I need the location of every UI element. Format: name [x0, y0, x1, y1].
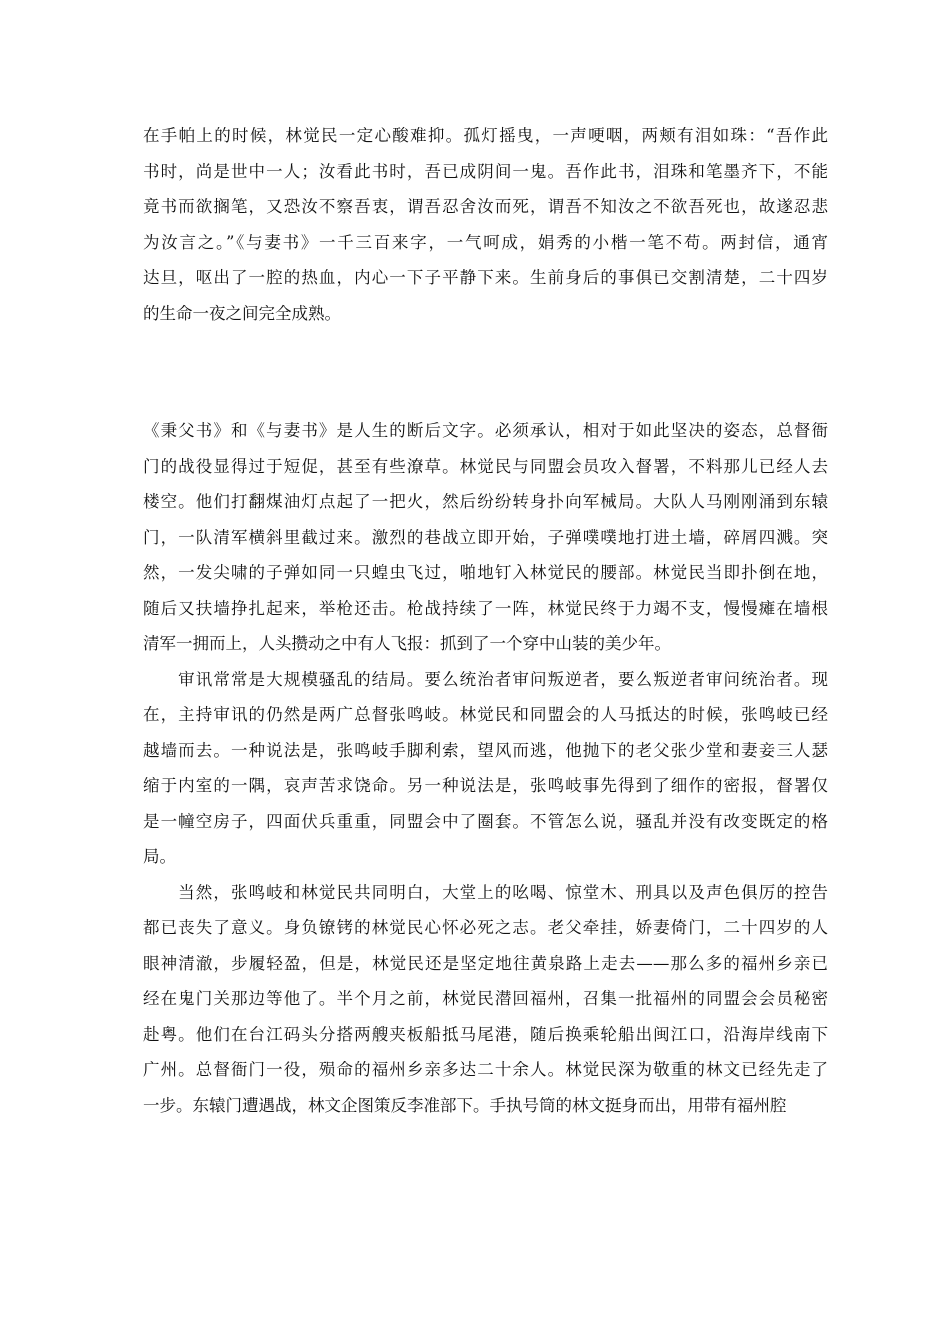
text-line: 都已丧失了意义。身负镣铐的林觉民心怀必死之志。老父牵挂，娇妻倚门，二十四岁的人: [143, 918, 828, 937]
text-line: 眼神清澈，步履轻盈，但是，林觉民还是坚定地往黄泉路上走去——那么多的福州乡亲已: [143, 953, 828, 973]
text-line: 缩于内室的一隅，哀声苦求饶命。另一种说法是，张鸣岐事先得到了细作的密报，督署仅: [143, 776, 828, 795]
text-line: 书时，尚是世中一人；汝看此书时，吾已成阴间一鬼。吾作此书，泪珠和笔墨齐下，不能: [143, 161, 828, 181]
text-line: 当然，张鸣岐和林觉民共同明白，大堂上的吆喝、惊堂木、刑具以及声色俱厉的控告: [143, 882, 828, 902]
text-line: 竟书而欲搁笔，又恐汝不察吾衷，谓吾忍舍汝而死，谓吾不知汝之不欲吾死也，故遂忍悲: [143, 197, 828, 216]
text-line: 楼空。他们打翻煤油灯点起了一把火，然后纷纷转身扑向军械局。大队人马刚刚涌到东辕: [143, 492, 828, 511]
text-line: 然，一发尖啸的子弹如同一只蝗虫飞过，啪地钉入林觉民的腰部。林觉民当即扑倒在地，: [143, 563, 828, 582]
paragraph-block-1: [143, 118, 828, 331]
text-line: 是一幢空房子，四面伏兵重重，同盟会中了圈套。不管怎么说，骚乱并没有改变既定的格: [143, 811, 828, 831]
text-line: 局。: [143, 847, 176, 866]
text-line: 达旦，呕出了一腔的热血，内心一下子平静下来。生前身后的事俱已交割清楚，二十四岁: [143, 268, 828, 287]
text-line: 为汝言之。”《与妻书》一千三百来字，一气呵成，娟秀的小楷一笔不苟。两封信，通宵: [143, 232, 828, 252]
text-line: 在，主持审讯的仍然是两广总督张鸣岐。林觉民和同盟会的人马抵达的时候，张鸣岐已经: [143, 705, 828, 724]
text-line: 经在鬼门关那边等他了。半个月之前，林觉民潜回福州，召集一批福州的同盟会会员秘密: [143, 989, 828, 1008]
text-line: 审讯常常是大规模骚乱的结局。要么统治者审问叛逆者，要么叛逆者审问统治者。现: [143, 669, 828, 689]
text-line: 清军一拥而上，人头攒动之中有人飞报：抓到了一个穿中山装的美少年。: [143, 634, 671, 653]
text-line: 随后又扶墙挣扎起来，举枪还击。枪战持续了一阵，林觉民终于力竭不支，慢慢瘫在墙根: [143, 598, 828, 618]
text-line: 在手帕上的时候，林觉民一定心酸难抑。孤灯摇曳，一声哽咽，两颊有泪如珠：“吾作此: [143, 126, 828, 145]
text-line: 门的战役显得过于短促，甚至有些潦草。林觉民与同盟会员攻入督署，不料那儿已经人去: [143, 456, 828, 476]
text-line: 赴粤。他们在台江码头分搭两艘夹板船抵马尾港，随后换乘轮船出闽江口，沿海岸线南下: [143, 1024, 828, 1044]
text-line: 越墙而去。一种说法是，张鸣岐手脚利索，望风而逃，他抛下的老父张少堂和妻妾三人瑟: [143, 740, 828, 760]
text-line: 《秉父书》和《与妻书》是人生的断后文字。必须承认，相对于如此坚决的姿态，总督衙: [143, 421, 828, 440]
paragraph-block-2: [143, 413, 828, 1123]
text-line: 门，一队清军横斜里截过来。激烈的巷战立即开始，子弹噗噗地打进土墙，碎屑四溅。突: [143, 527, 828, 547]
text-line: 广州。总督衙门一役，殒命的福州乡亲多达二十余人。林觉民深为敬重的林文已经先走了: [143, 1060, 828, 1079]
text-line: 一步。东辕门遭遇战，林文企图策反李准部下。手执号筒的林文挺身而出，用带有福州腔: [143, 1095, 787, 1115]
text-line: 的生命一夜之间完全成熟。: [143, 303, 341, 323]
